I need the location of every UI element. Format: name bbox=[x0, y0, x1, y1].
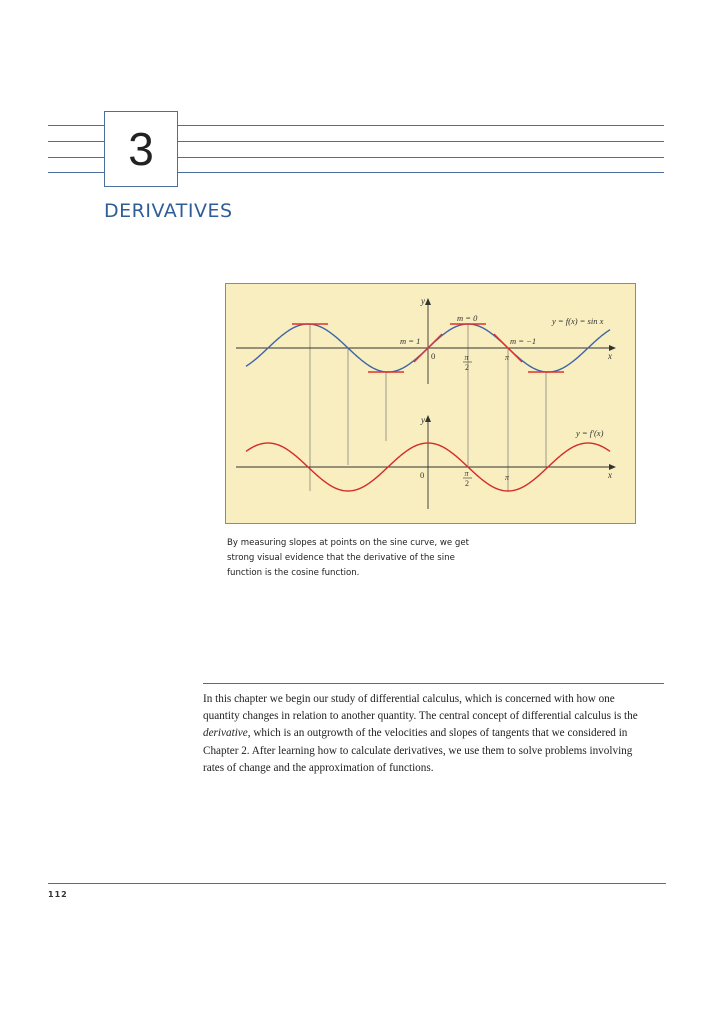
top-tick-pi-half-num: π bbox=[464, 353, 469, 362]
footer-rule bbox=[48, 883, 666, 884]
chapter-number-box bbox=[104, 111, 178, 187]
header-rule-6 bbox=[178, 141, 664, 142]
intro-part-2: , which is an outgrowth of the velocities and slopes of tangents that we considered in Chapter 2. After learning how to calculate derivatives, we use them to solve problems involving rates of change and the approximation of functions. bbox=[203, 727, 633, 774]
top-y-arrow bbox=[425, 298, 431, 305]
function-label: y = f(x) = sin x bbox=[552, 316, 604, 326]
header-rule-8 bbox=[178, 172, 664, 173]
figure-caption: By measuring slopes at points on the sine curve, we get strong visual evidence that the derivative of the sine function is the cosine function. bbox=[227, 538, 469, 578]
bottom-origin-label: 0 bbox=[420, 470, 425, 480]
page-number: 112 bbox=[48, 890, 68, 899]
top-tick-pi: π bbox=[505, 353, 510, 362]
bottom-x-label: x bbox=[608, 470, 612, 480]
intro-paragraph bbox=[203, 691, 643, 777]
header-rule-5 bbox=[178, 125, 664, 126]
header-rule-4 bbox=[48, 172, 104, 173]
intro-part-1: In this chapter we begin our study of differential calculus, which is concerned with how one quantity changes in relation to another quantity. The central concept of differential calculus is the bbox=[203, 693, 638, 723]
top-x-label: x bbox=[608, 351, 612, 361]
top-y-label: y bbox=[421, 296, 425, 306]
bottom-y-arrow bbox=[425, 415, 431, 422]
bottom-tick-pi-half-den: 2 bbox=[465, 479, 469, 488]
top-tick-pi-half-den: 2 bbox=[465, 363, 469, 372]
header-rule-3 bbox=[48, 157, 104, 158]
top-axes bbox=[236, 298, 616, 384]
top-origin-label: 0 bbox=[431, 351, 436, 361]
figure-canvas bbox=[226, 284, 635, 523]
sine-derivative-figure bbox=[225, 283, 636, 524]
header-rule-7 bbox=[178, 157, 664, 158]
intro-top-rule bbox=[203, 683, 664, 684]
bottom-y-label: y bbox=[421, 415, 425, 425]
chapter-title: DERIVATIVES bbox=[104, 200, 233, 222]
header-rule-2 bbox=[48, 141, 104, 142]
intro-emphasis: derivative bbox=[203, 727, 248, 740]
bottom-tick-pi: π bbox=[505, 473, 510, 482]
header-rule-1 bbox=[48, 125, 104, 126]
bottom-axes bbox=[236, 415, 616, 509]
chapter-number: 3 bbox=[128, 123, 154, 175]
bottom-tick-pi-half-num: π bbox=[464, 469, 469, 478]
slope-label-m0: m = 0 bbox=[457, 313, 478, 323]
slope-label-mneg1: m = −1 bbox=[510, 336, 537, 346]
derivative-label: y = f′(x) bbox=[576, 428, 604, 438]
slope-label-m1: m = 1 bbox=[400, 336, 421, 346]
